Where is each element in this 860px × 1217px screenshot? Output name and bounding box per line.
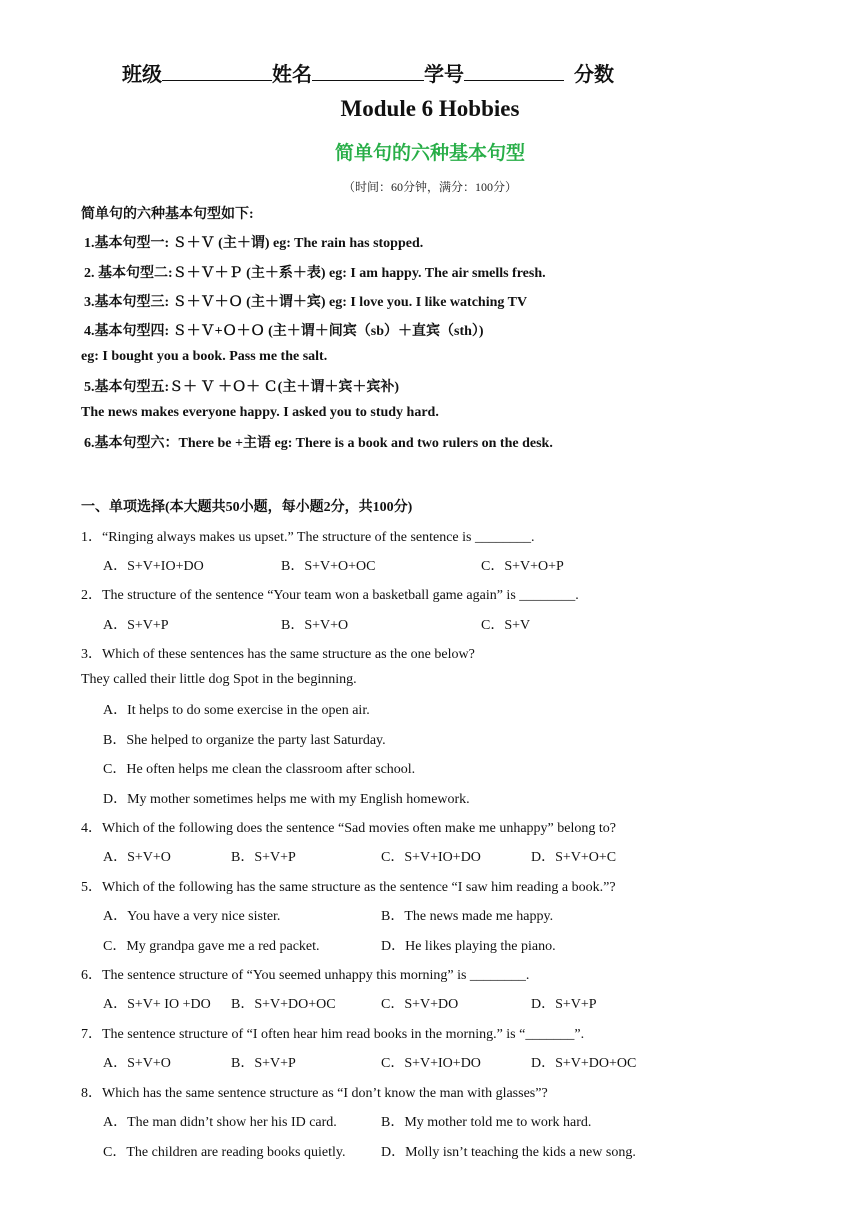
- question-stem: 4．Which of the following does the sentence “Sad movies often make me unhappy” belong to?: [81, 821, 616, 836]
- page-title: Module 6 Hobbies: [340, 96, 520, 121]
- option-d[interactable]: D．My mother sometimes helps me with my English homework.: [103, 792, 470, 807]
- question-stem: 2．The structure of the sentence “Your team won a basketball game again” is ________.: [81, 588, 579, 603]
- name-blank[interactable]: [312, 60, 424, 81]
- score-label: 分数: [574, 64, 614, 86]
- intro-line: eg: I bought you a book. Pass me the salt.: [81, 349, 328, 364]
- intro-line: 2. 基本句型二:Ｓ＋Ｖ＋Ｐ (主＋系＋表) eg: I am happy. The air smells fresh.: [84, 266, 546, 281]
- option-d[interactable]: D．S+V+O+C: [531, 850, 617, 865]
- option-b[interactable]: B．S+V+P: [231, 1056, 296, 1071]
- intro-line: 1.基本句型一: Ｓ＋Ｖ (主＋谓) eg: The rain has stopped.: [84, 236, 424, 251]
- option-c[interactable]: C．S+V: [481, 618, 531, 633]
- option-a[interactable]: A．S+V+O: [103, 1056, 171, 1071]
- question-stem: 6．The sentence structure of “You seemed unhappy this morning” is ________.: [81, 968, 530, 983]
- question-stem: 8．Which has the same sentence structure as “I don’t know the man with glasses”?: [81, 1086, 548, 1101]
- time-note: （时间：60分钟，满分：100分）: [342, 180, 517, 194]
- option-d[interactable]: D．S+V+DO+OC: [531, 1056, 637, 1071]
- question-stem: 1．“Ringing always makes us upset.” The structure of the sentence is ________.: [81, 530, 535, 545]
- question-stem: 3．Which of these sentences has the same structure as the one below?: [81, 647, 475, 662]
- intro-heading: 简单句的六种基本句型如下:: [81, 207, 254, 222]
- option-a[interactable]: A．S+V+IO+DO: [103, 559, 204, 574]
- option-b[interactable]: B．The news made me happy.: [381, 909, 554, 924]
- id-blank[interactable]: [464, 60, 564, 81]
- intro-line: 6.基本句型六：There be +主语 eg: There is a book and two rulers on the desk.: [84, 436, 553, 451]
- question-stem: 7．The sentence structure of “I often hear him read books in the morning.” is “_______”.: [81, 1027, 585, 1042]
- option-c[interactable]: C．S+V+DO: [381, 997, 459, 1012]
- option-d[interactable]: D．S+V+P: [531, 997, 597, 1012]
- option-d[interactable]: D．Molly isn’t teaching the kids a new song.: [381, 1145, 636, 1160]
- option-d[interactable]: D．He likes playing the piano.: [381, 939, 556, 954]
- question-reference-sentence: They called their little dog Spot in the beginning.: [81, 672, 357, 687]
- intro-line: 4.基本句型四: Ｓ＋Ｖ+Ｏ＋Ｏ (主＋谓＋间宾（sb）＋直宾（sth）): [84, 324, 484, 339]
- option-b[interactable]: B．S+V+O+OC: [281, 559, 376, 574]
- option-c[interactable]: C．My grandpa gave me a red packet.: [103, 939, 320, 954]
- section-title: 一、单项选择(本大题共50小题，每小题2分，共100分): [81, 500, 413, 515]
- option-b[interactable]: B．S+V+P: [231, 850, 296, 865]
- intro-line: 5.基本句型五:Ｓ＋ Ｖ ＋Ｏ＋ Ｃ(主＋谓＋宾＋宾补): [84, 380, 399, 395]
- option-c[interactable]: C．S+V+IO+DO: [381, 850, 481, 865]
- option-a[interactable]: A．S+V+P: [103, 618, 169, 633]
- option-a[interactable]: A．It helps to do some exercise in the open air.: [103, 703, 370, 718]
- option-a[interactable]: A．S+V+ IO +DO: [103, 997, 211, 1012]
- question-stem: 5．Which of the following has the same structure as the sentence “I saw him reading a book.”?: [81, 880, 616, 895]
- option-b[interactable]: B．She helped to organize the party last Saturday.: [103, 733, 386, 748]
- page-subtitle: 简单句的六种基本句型: [334, 142, 525, 164]
- class-label: 班级: [122, 64, 162, 86]
- option-a[interactable]: A．S+V+O: [103, 850, 171, 865]
- intro-line: 3.基本句型三: Ｓ＋Ｖ＋Ｏ (主＋谓＋宾) eg: I love you. I like watching TV: [84, 295, 528, 310]
- option-b[interactable]: B．S+V+DO+OC: [231, 997, 336, 1012]
- option-c[interactable]: C．The children are reading books quietly.: [103, 1145, 346, 1160]
- option-c[interactable]: C．He often helps me clean the classroom after school.: [103, 762, 416, 777]
- option-b[interactable]: B．S+V+O: [281, 618, 349, 633]
- option-c[interactable]: C．S+V+IO+DO: [381, 1056, 481, 1071]
- option-b[interactable]: B．My mother told me to work hard.: [381, 1115, 592, 1130]
- option-a[interactable]: A．You have a very nice sister.: [103, 909, 281, 924]
- class-blank[interactable]: [162, 60, 272, 81]
- intro-line: The news makes everyone happy. I asked you to study hard.: [81, 405, 439, 420]
- name-label: 姓名: [272, 64, 312, 86]
- id-label: 学号: [424, 64, 464, 86]
- student-info-header: [122, 58, 614, 87]
- option-a[interactable]: A．The man didn’t show her his ID card.: [103, 1115, 337, 1130]
- option-c[interactable]: C．S+V+O+P: [481, 559, 564, 574]
